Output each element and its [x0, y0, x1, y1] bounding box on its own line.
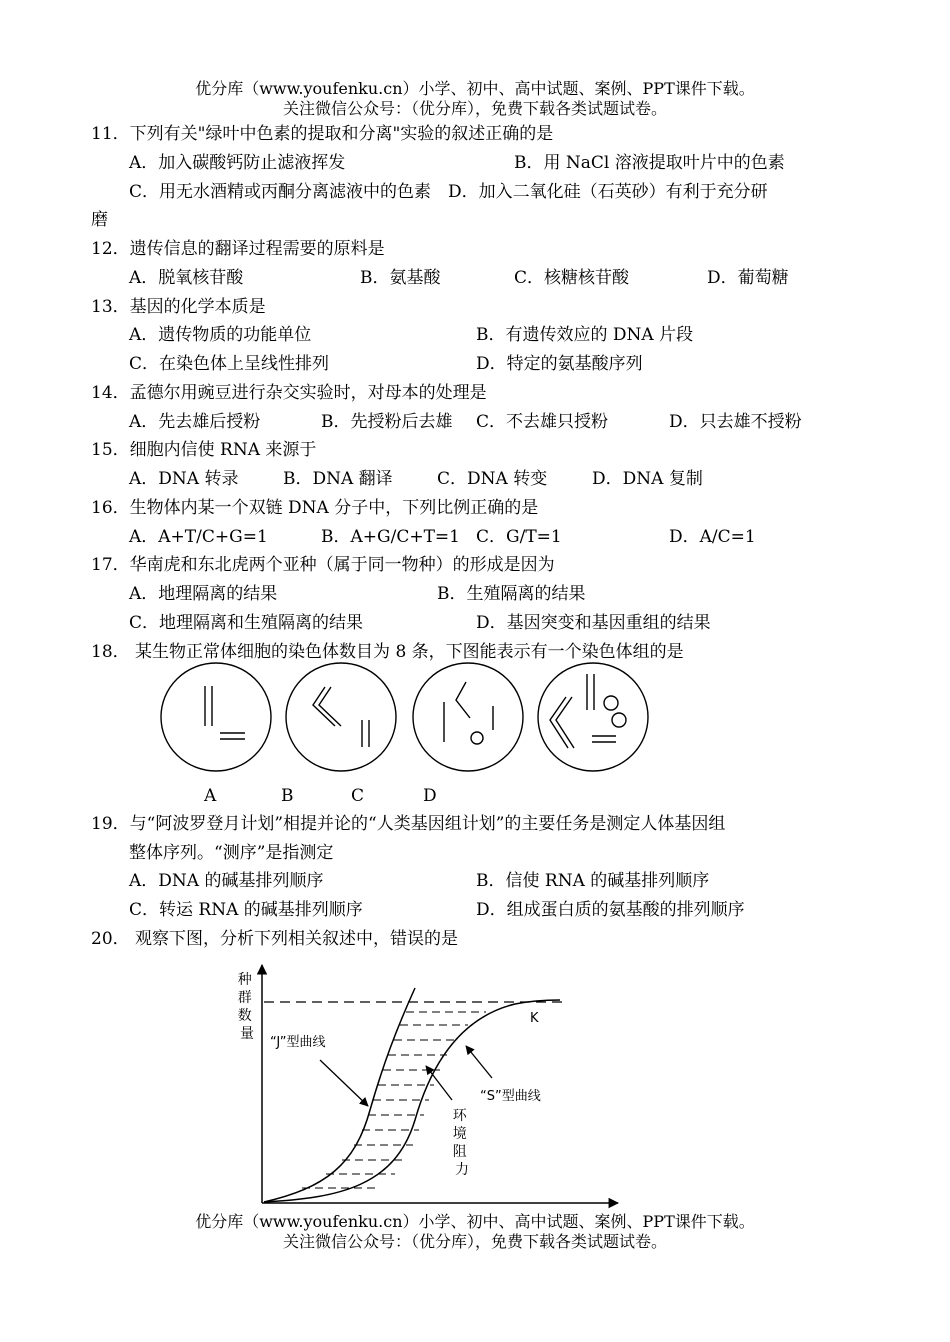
q12-option-a: A．脱氧核苷酸 — [129, 268, 244, 288]
ylabel-char-3: 数 — [237, 1008, 252, 1024]
q17-stem: 17．华南虎和东北虎两个亚种（属于同一物种）的形成是因为 — [91, 555, 555, 575]
q14-stem: 14．孟德尔用豌豆进行杂交实验时，对母本的处理是 — [91, 383, 487, 403]
q11-option-c-d: C．用无水酒精或丙酮分离滤液中的色素 D．加入二氧化硅（石英砂）有利于充分研 — [129, 182, 768, 202]
q14-option-b: B．先授粉后去雄 — [321, 412, 453, 432]
q19-option-c: C．转运 RNA 的碱基排列顺序 — [129, 900, 363, 920]
q13-stem: 13．基因的化学本质是 — [91, 297, 266, 317]
j-curve-label: “J”型曲线 — [270, 1035, 326, 1050]
q18-label-c: C — [351, 786, 365, 806]
s-curve-label: “S”型曲线 — [480, 1089, 541, 1104]
j-label-arrow — [320, 1060, 368, 1106]
q19-option-d: D．组成蛋白质的氨基酸的排列顺序 — [476, 900, 745, 920]
q19-option-b: B．信使 RNA 的碱基排列顺序 — [476, 871, 710, 891]
q19-stem-cont: 整体序列。“测序”是指测定 — [129, 843, 334, 863]
q11-option-b: B．用 NaCl 溶液提取叶片中的色素 — [514, 153, 785, 173]
y-axis-label — [238, 972, 256, 1042]
q20-stem: 20． 观察下图，分析下列相关叙述中，错误的是 — [91, 929, 459, 949]
cell-d — [538, 663, 648, 771]
header-line-2: 关注微信公众号：（优分库），免费下载各类试题试卷。 — [282, 99, 667, 118]
q13-option-a: A．遗传物质的功能单位 — [129, 325, 312, 345]
q19-stem: 19．与“阿波罗登月计划”相提并论的“人类基因组计划”的主要任务是测定人体基因组 — [91, 814, 726, 834]
q18-label-d: D — [423, 786, 437, 806]
q15-stem: 15．细胞内信使 RNA 来源于 — [91, 440, 317, 460]
q17-option-c: C．地理隔离和生殖隔离的结果 — [129, 613, 364, 633]
q16-option-c: C．G/T=1 — [476, 527, 562, 547]
q13-option-b: B．有遗传效应的 DNA 片段 — [476, 325, 694, 345]
q19-option-a: A．DNA 的碱基排列顺序 — [129, 871, 324, 891]
q16-option-d: D．A/C=1 — [669, 527, 756, 547]
q15-option-a: A．DNA 转录 — [129, 469, 239, 489]
q13-option-c: C．在染色体上呈线性排列 — [129, 354, 330, 374]
q12-option-b: B．氨基酸 — [360, 268, 441, 288]
j-curve — [264, 988, 415, 1202]
resistance-label: 环 境 阻 力 — [452, 1108, 469, 1178]
q17-option-b: B．生殖隔离的结果 — [437, 584, 586, 604]
q18-label-a: A — [204, 786, 217, 806]
q18-stem: 18． 某生物正常体细胞的染色体数目为 8 条，下图能表示有一个染色体组的是 — [91, 642, 684, 662]
ylabel-char-4: 量 — [240, 1026, 254, 1042]
header-line-1: 优分库（www.youfenku.cn）小学、初中、高中试题、案例、PPT课件下载。 — [195, 79, 755, 98]
q17-option-d: D．基因突变和基因重组的结果 — [476, 613, 711, 633]
q16-option-a: A．A+T/C+G=1 — [129, 527, 268, 547]
cell-a — [161, 663, 271, 771]
q14-option-d: D．只去雄不授粉 — [669, 412, 802, 432]
s-label-arrow — [466, 1046, 492, 1078]
footer-line-1: 优分库（www.youfenku.cn）小学、初中、高中试题、案例、PPT课件下载。 — [195, 1212, 755, 1231]
cell-b — [286, 663, 396, 771]
q13-option-d: D．特定的氨基酸序列 — [476, 354, 643, 374]
q14-option-a: A．先去雄后授粉 — [129, 412, 261, 432]
q16-stem: 16．生物体内某一个双链 DNA 分子中，下列比例正确的是 — [91, 498, 539, 518]
q11-option-d-cont: 磨 — [91, 210, 108, 230]
q17-option-a: A．地理隔离的结果 — [129, 584, 278, 604]
q11-stem: 11．下列有关"绿叶中色素的提取和分离"实验的叙述正确的是 — [91, 124, 554, 144]
k-label: K — [530, 1011, 539, 1026]
q12-stem: 12．遗传信息的翻译过程需要的原料是 — [91, 239, 385, 259]
q12-option-d: D．葡萄糖 — [707, 268, 789, 288]
q15-option-d: D．DNA 复制 — [592, 469, 703, 489]
q16-option-b: B．A+G/C+T=1 — [321, 527, 460, 547]
q15-option-c: C．DNA 转变 — [437, 469, 548, 489]
q12-option-c: C．核糖核苷酸 — [514, 268, 630, 288]
q14-option-c: C．不去雄只授粉 — [476, 412, 609, 432]
q20-population-chart — [230, 960, 630, 1212]
ylabel-char-1: 种 — [237, 972, 252, 988]
ylabel-char-2: 群 — [237, 990, 252, 1006]
cell-c — [413, 663, 523, 771]
footer-line-2: 关注微信公众号：（优分库），免费下载各类试题试卷。 — [282, 1232, 667, 1251]
q11-option-a: A．加入碳酸钙防止滤液挥发 — [129, 153, 346, 173]
q15-option-b: B．DNA 翻译 — [283, 469, 393, 489]
q18-label-b: B — [281, 786, 294, 806]
q18-chromosome-figure — [150, 660, 670, 785]
resistance-arrow — [426, 1066, 452, 1100]
